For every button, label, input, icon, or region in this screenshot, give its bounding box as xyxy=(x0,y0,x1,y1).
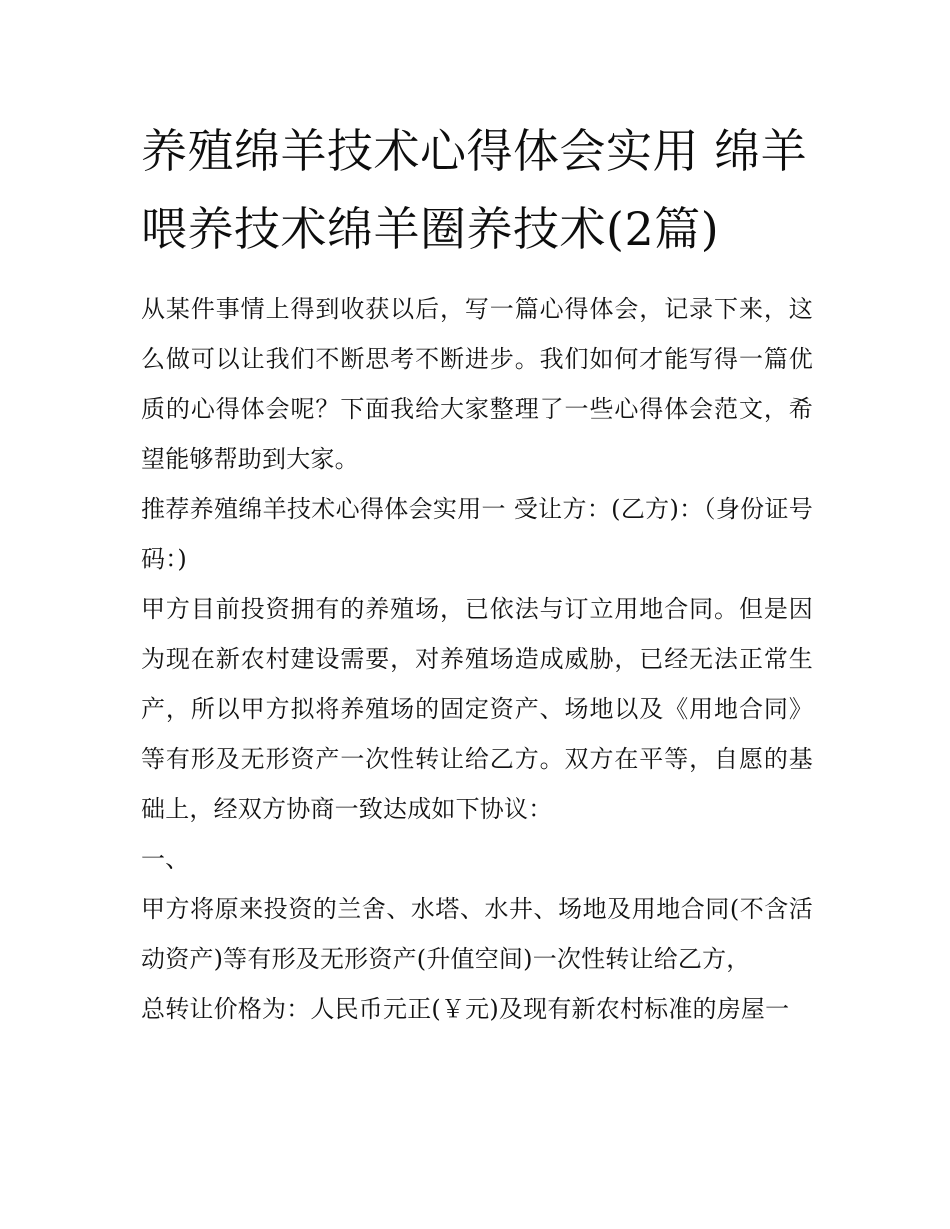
section-number-one: 一、 xyxy=(141,845,190,873)
document-title: 养殖绵羊技术心得体会实用 绵羊喂养技术绵羊圈养技术(2篇) xyxy=(141,124,808,256)
document-body xyxy=(141,284,813,1034)
intro-paragraph: 从某件事情上得到收获以后，写一篇心得体会，记录下来，这么做可以让我们不断思考不断进步。我们如何才能写得一篇优质的心得体会呢？下面我给大家整理了一些心得体会范文，希望能够帮助到大家。 xyxy=(141,295,813,473)
transfer-price-paragraph: 总转让价格为：人民币元正(￥元)及现有新农村标准的房屋一 xyxy=(141,995,790,1023)
recommendation-paragraph: 推荐养殖绵羊技术心得体会实用一 受让方：(乙方)：（身份证号码：) xyxy=(141,495,813,573)
agreement-intro-paragraph: 甲方目前投资拥有的养殖场，已依法与订立用地合同。但是因为现在新农村建设需要，对养殖场造成威胁，已经无法正常生产，所以甲方拟将养殖场的固定资产、场地以及《用地合同》等有形及无形资产一次性转让给乙方。双方在平等，自愿的基础上，经双方协商一致达成如下协议： xyxy=(141,595,813,823)
document-content xyxy=(141,112,813,1034)
transfer-assets-paragraph: 甲方将原来投资的兰舍、水塔、水井、场地及用地合同(不含活动资产)等有形及无形资产(升值空间)一次性转让给乙方， xyxy=(141,895,813,973)
